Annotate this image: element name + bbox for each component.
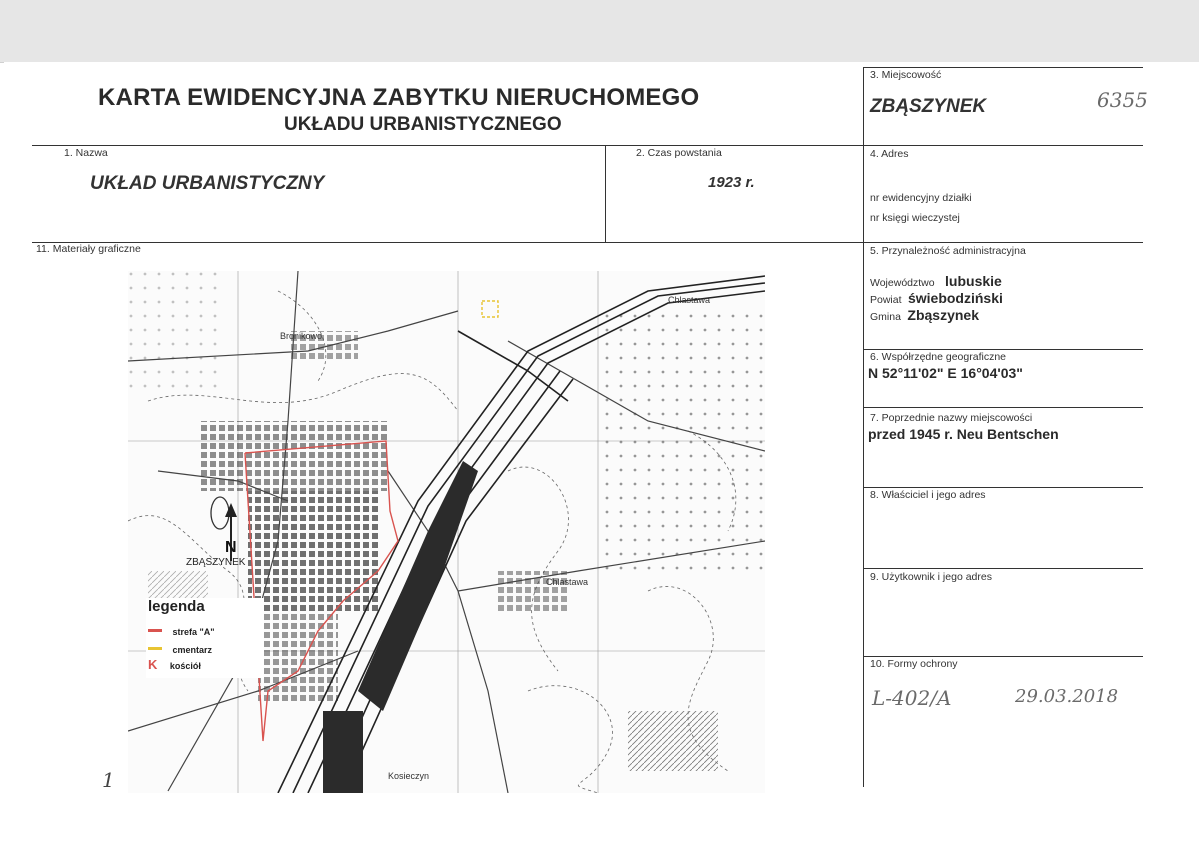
card-subtitle: UKŁADU URBANISTYCZNEGO — [284, 114, 562, 135]
divider-row1 — [32, 242, 1143, 243]
legend-label-cemetery: cmentarz — [172, 645, 212, 655]
field-7-label: 7. Poprzednie nazwy miejscowości — [870, 412, 1033, 424]
scan-top-band — [0, 0, 1199, 63]
voivodeship-label: Województwo — [870, 277, 935, 289]
voivodeship-row — [870, 273, 1002, 291]
commune-value: Zbąszynek — [907, 307, 979, 323]
divider-header — [32, 145, 1143, 146]
label-kosieczyn: Kosieczyn — [388, 771, 430, 781]
divider-1-2 — [605, 145, 606, 242]
map-drawing — [128, 271, 765, 793]
field-5-label: 5. Przynależność administracyjna — [870, 245, 1026, 257]
legend-label-zone-a: strefa "A" — [172, 627, 215, 637]
label-chlastawa: Chlastawa — [546, 577, 589, 587]
legend-swatch-yellow — [148, 647, 162, 650]
divider-top-right — [863, 67, 1143, 68]
legend-item-church — [148, 656, 201, 674]
county-value: świebodziński — [907, 290, 1003, 306]
page-number: 1 — [102, 768, 115, 792]
field-1-value: UKŁAD URBANISTYCZNY — [90, 173, 325, 194]
field-7-value: przed 1945 r. Neu Bentschen — [868, 426, 1059, 442]
north-arrow-letter: N — [225, 539, 237, 556]
church-marker-icon: K — [148, 657, 158, 672]
legend-label-church: kościół — [169, 661, 201, 671]
field-3-value: ZBĄSZYNEK — [870, 96, 987, 117]
topographic-map — [128, 271, 765, 793]
legend-title: legenda — [148, 598, 205, 615]
map-legend — [146, 598, 264, 678]
label-zbaszynek: ZBĄSZYNEK — [186, 557, 246, 568]
card-title: KARTA EWIDENCYJNA ZABYTKU NIERUCHOMEGO — [98, 84, 700, 111]
legend-item-zone-a — [148, 622, 215, 640]
field-6-label: 6. Współrzędne geograficzne — [870, 351, 1006, 363]
divider-right-column — [863, 67, 864, 787]
county-row — [870, 290, 1003, 308]
protection-date: 29.03.2018 — [1015, 686, 1119, 707]
handwritten-number: 6355 — [1097, 88, 1148, 112]
field-4-land-register: nr księgi wieczystej — [870, 212, 960, 224]
divider-6-7 — [863, 407, 1143, 408]
divider-5-6 — [863, 349, 1143, 350]
protection-register-number: L-402/A — [872, 686, 952, 710]
commune-row — [870, 307, 979, 325]
divider-7-8 — [863, 487, 1143, 488]
field-11-label: 11. Materiały graficzne — [36, 243, 141, 255]
field-3-label: 3. Miejscowość — [870, 69, 942, 81]
field-2-label: 2. Czas powstania — [636, 147, 722, 159]
county-label: Powiat — [870, 294, 902, 306]
label-bronikowo: Bronikowo — [280, 331, 323, 341]
divider-9-10 — [863, 656, 1143, 657]
divider-8-9 — [863, 568, 1143, 569]
field-2-value: 1923 r. — [708, 174, 755, 191]
field-9-label: 9. Użytkownik i jego adres — [870, 571, 992, 583]
voivodeship-value: lubuskie — [945, 273, 1002, 289]
field-6-value: N 52°11'02" E 16°04'03" — [868, 365, 1023, 381]
field-10-label: 10. Formy ochrony — [870, 658, 958, 670]
label-chlastawa-north: Chlastawa — [668, 295, 711, 305]
commune-label: Gmina — [870, 311, 901, 323]
field-4-parcel: nr ewidencyjny działki — [870, 192, 972, 204]
legend-swatch-red — [148, 629, 162, 632]
field-1-label: 1. Nazwa — [64, 147, 108, 159]
field-8-label: 8. Właściciel i jego adres — [870, 489, 986, 501]
field-4-label: 4. Adres — [870, 148, 909, 160]
